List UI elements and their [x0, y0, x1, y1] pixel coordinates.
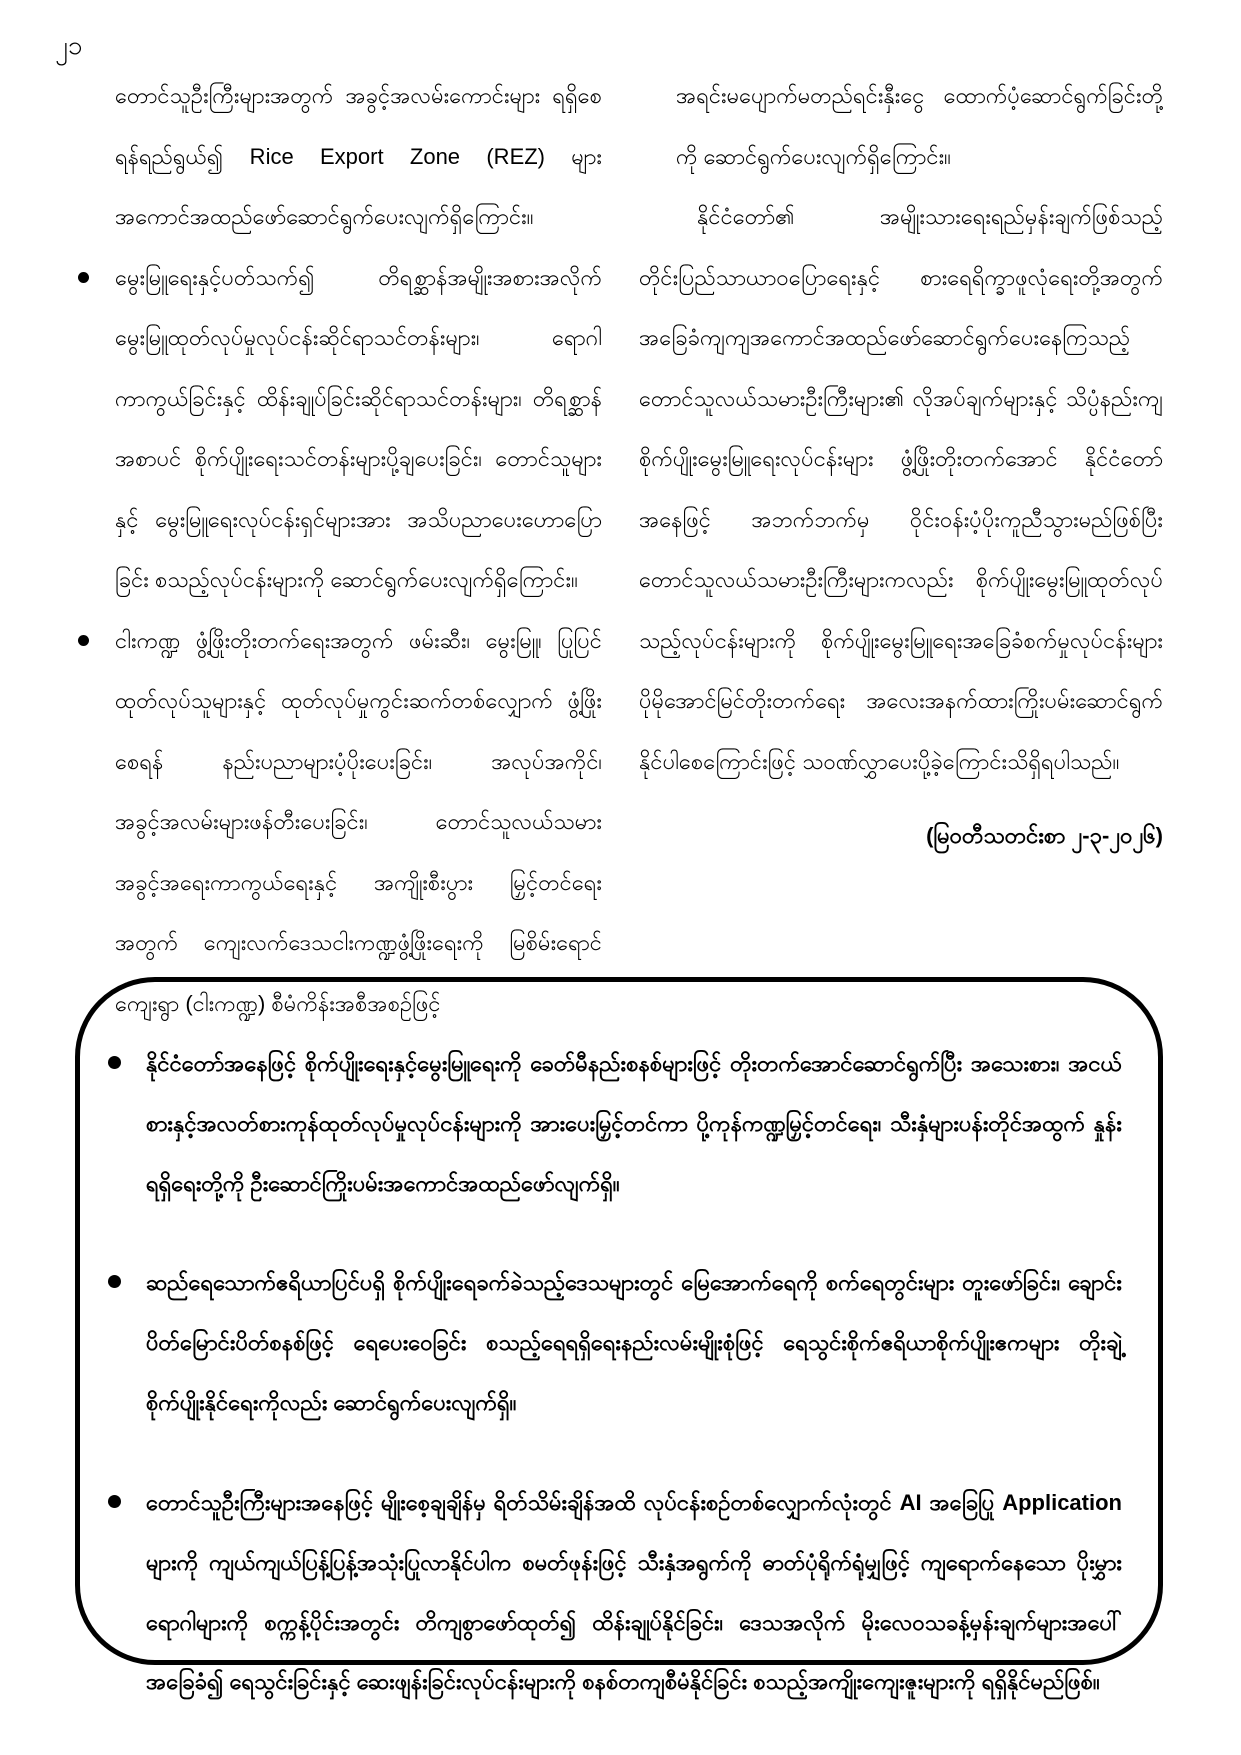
source-citation: (မြဝတီသတင်းစာ ၂-၃-၂၀၂၆) — [926, 823, 1163, 848]
bullet-item — [78, 611, 602, 1035]
box-bullet-item — [108, 1253, 1122, 1432]
box-bullet-item — [108, 1034, 1122, 1213]
box-bullet-item — [108, 1473, 1122, 1712]
box-bullet-text: ဆည်ရေသောက်ဧရိယာပြင်ပရှိ စိုက်ပျိုးရေခက်ခဲသည့်ဒေသများတွင် မြေအောက်ရေကို စက်ရေတွင်းများ တူးဖော်ခြင်း၊ ချောင်းပိတ်မြောင်းပိတ်စနစ်ဖြင့် ရေပေးဝေခြင်း စသည့်ရေရရှိရေးနည်းလမ်းမျိုးစုံဖြင့် ရေသွင်းစိုက်ဧရိယာစိုက်ပျိုးဧကများ တိုးချဲ့စိုက်ပျိုးနိုင်ရေးကိုလည်း ဆောင်ရွက်ပေးလျက်ရှိ။ — [146, 1270, 1122, 1416]
bullet-text: မွေးမြူရေးနှင့်ပတ်သက်၍ တိရစ္ဆာန်အမျိုးအစားအလိုက် မွေးမြူထုတ်လုပ်မှုလုပ်ငန်းဆိုင်ရာသင်တန်းများ၊ ရောဂါ ကာကွယ်ခြင်းနှင့် ထိန်းချုပ်ခြင်းဆိုင်ရာသင်တန်းများ၊ တိရစ္ဆာန်အစာပင် စိုက်ပျိုးရေးသင်တန်းများပို့ချပေးခြင်း၊ တောင်သူများနှင့် မွေးမြူရေးလုပ်ငန်းရှင်များအား အသိပညာပေးဟောပြောခြင်း စသည့်လုပ်ငန်းများကို ဆောင်ရွက်ပေးလျက်ရှိကြောင်း။ — [115, 264, 602, 592]
left-continuation-paragraph: တောင်သူဦးကြီးများအတွက် အခွင့်အလမ်းကောင်းများ ရရှိစေရန်ရည်ရွယ်၍ Rice Export Zone (REZ) များ အကောင်အထည်ဖော်ဆောင်ရွက်ပေးလျက်ရှိကြောင်း။ — [115, 83, 602, 229]
bullet-icon — [108, 1056, 121, 1069]
right-column — [639, 66, 1163, 1034]
bullet-icon — [108, 1275, 121, 1288]
right-continuation-paragraph: အရင်းမပျောက်မတည်ရင်းနှီးငွေ ထောက်ပံ့ဆောင်ရွက်ခြင်းတို့ကို ဆောင်ရွက်ပေးလျက်ရှိကြောင်း။ — [676, 83, 1163, 169]
bullet-icon — [78, 272, 89, 283]
bullet-icon — [78, 635, 89, 646]
left-column — [78, 66, 602, 1034]
bullet-text: ငါးကဏ္ဍ ဖွံ့ဖြိုးတိုးတက်ရေးအတွက် ဖမ်းဆီး၊ မွေးမြူ၊ ပြုပြင်ထုတ်လုပ်သူများနှင့် ထုတ်လုပ်မှုကွင်းဆက်တစ်လျှောက် ဖွံ့ဖြိုးစေရန် နည်းပညာများပံ့ပိုးပေးခြင်း၊ အလုပ်အကိုင်၊ အခွင့်အလမ်းများဖန်တီးပေးခြင်း၊ တောင်သူလယ်သမားအခွင့်အရေးကာကွယ်ရေးနှင့် အကျိုးစီးပွား မြှင့်တင်ရေးအတွက် ကျေးလက်ဒေသငါးကဏ္ဍဖွံ့ဖြိုးရေးကို မြစိမ်းရောင်ကျေးရွာ (ငါးကဏ္ဍ) စီမံကိန်းအစီအစဉ်ဖြင့် — [115, 627, 602, 1016]
highlight-box — [75, 977, 1163, 1695]
page-number: ၂၁ — [55, 30, 83, 60]
box-bullet-text: တောင်သူဦးကြီးများအနေဖြင့် မျိုးစေ့ချချိန်မှ ရိတ်သိမ်းချိန်အထိ လုပ်ငန်းစဉ်တစ်လျှောက်လုံးတွင် AI အခြေပြု Application များကို ကျယ်ကျယ်ပြန့်ပြန့်အသုံးပြုလာနိုင်ပါက စမတ်ဖုန်းဖြင့် သီးနှံအရွက်ကို ဓာတ်ပုံရိုက်ရုံမျှဖြင့် ကျရောက်နေသော ပိုးမွှားရောဂါများကို စက္ကန့်ပိုင်းအတွင်း တိကျစွာဖော်ထုတ်၍ ထိန်းချုပ်နိုင်ခြင်း၊ ဒေသအလိုက် မိုးလေဝသခန့်မှန်းချက်များအပေါ်အခြေခံ၍ ရေသွင်းခြင်းနှင့် ဆေးဖျန်းခြင်းလုပ်ငန်းများကို စနစ်တကျစီမံနိုင်ခြင်း စသည့်အကျိုးကျေးဇူးများကို ရရှိနိုင်မည်ဖြစ်။ — [146, 1489, 1122, 1695]
box-bullet-text: နိုင်ငံတော်အနေဖြင့် စိုက်ပျိုးရေးနှင့်မွေးမြူရေးကို ခေတ်မီနည်းစနစ်များဖြင့် တိုးတက်အောင်ဆောင်ရွက်ပြီး အသေးစား၊ အငယ်စားနှင့်အလတ်စားကုန်ထုတ်လုပ်မှုလုပ်ငန်းများကို အားပေးမြှင့်တင်ကာ ပို့ကုန်ကဏ္ဍမြှင့်တင်ရေး၊ သီးနှံများပန်းတိုင်အထွက် နှုန်းရရှိရေးတို့ကို ဦးဆောင်ကြိုးပမ်းအကောင်အထည်ဖော်လျက်ရှိ။ — [146, 1051, 1122, 1196]
bullet-icon — [108, 1495, 121, 1508]
bullet-item — [78, 248, 602, 611]
body-paragraph: နိုင်ငံတော်၏ အမျိုးသားရေးရည်မှန်းချက်ဖြစ်သည့် တိုင်းပြည်သာယာဝပြောရေးနှင့် စားရေရိက္ခာဖူလုံရေးတို့အတွက် အခြေခံကျကျအကောင်အထည်ဖော်ဆောင်ရွက်ပေးနေကြသည့် တောင်သူလယ်သမားဦးကြီးများ၏ လိုအပ်ချက်များနှင့် သိပ္ပံနည်းကျ စိုက်ပျိုးမွေးမြူရေးလုပ်ငန်းများ ဖွံ့ဖြိုးတိုးတက်အောင် နိုင်ငံတော်အနေဖြင့် အဘက်ဘက်မှ ဝိုင်းဝန်းပံ့ပိုးကူညီသွားမည်ဖြစ်ပြီး တောင်သူလယ်သမားဦးကြီးများကလည်း စိုက်ပျိုးမွေးမြူထုတ်လုပ်သည့်လုပ်ငန်းများကို စိုက်ပျိုးမွေးမြူရေးအခြေခံစက်မှုလုပ်ငန်းများ ပိုမိုအောင်မြင်တိုးတက်ရေး အလေးအနက်ထားကြိုးပမ်းဆောင်ရွက်နိုင်ပါစေကြောင်းဖြင့် သဝဏ်လွှာပေးပို့ခဲ့ကြောင်းသိရှိရပါသည်။ — [639, 204, 1163, 774]
two-column-body — [78, 66, 1164, 1034]
